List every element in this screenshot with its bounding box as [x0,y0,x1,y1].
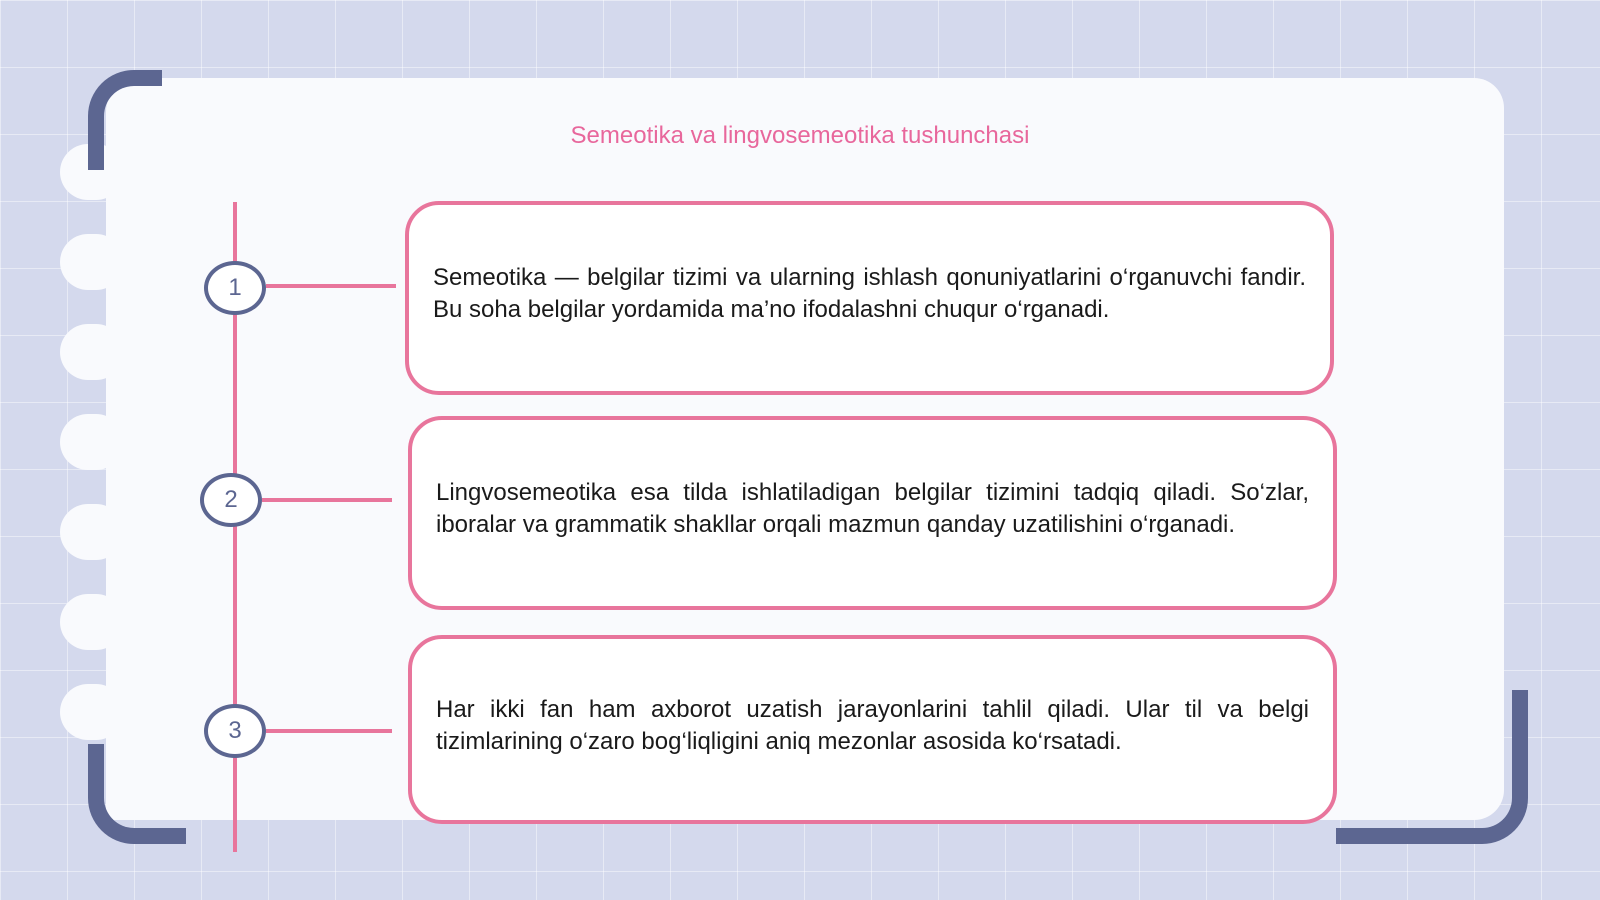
corner-bracket-bottom-left [88,744,186,844]
step-text: Semeotika — belgilar tizimi va ularning ishlash qonuniyatlarini o‘rganuvchi fandir. Bu soha belgilar yordamida ma’no ifodalashni chuqur o‘rganadi. [433,264,1306,323]
corner-bracket-bottom-right [1336,690,1528,844]
notebook-tab [60,504,124,560]
connector-line [266,284,396,288]
connector-line [266,729,392,733]
step-number-circle: 1 [204,261,266,315]
slide-title: Semeotika va lingvosemeotika tushunchasi [570,122,1030,149]
notebook-tab [60,414,124,470]
corner-bracket-top-left [88,70,162,170]
notebook-tab [60,324,124,380]
step-text-box [408,635,1337,824]
notebook-tab [60,594,124,650]
step-number-circle: 2 [200,473,262,527]
notebook-tab [60,684,124,740]
connector-line [262,498,392,502]
notebook-tab [60,234,124,290]
step-text-box [408,416,1337,610]
step-text-box [405,201,1334,395]
step-text: Lingvosemeotika esa tilda ishlatiladigan belgilar tizimini tadqiq qiladi. So‘zlar, iboralar va grammatik shakllar orqali mazmun qanday uzatilishini o‘rganadi. [436,479,1309,538]
step-text: Har ikki fan ham axborot uzatish jarayonlarini tahlil qiladi. Ular til va belgi tizimlarining o‘zaro bog‘liqligini aniq mezonlar asosida ko‘rsatadi. [436,695,1309,755]
step-number-circle: 3 [204,704,266,758]
